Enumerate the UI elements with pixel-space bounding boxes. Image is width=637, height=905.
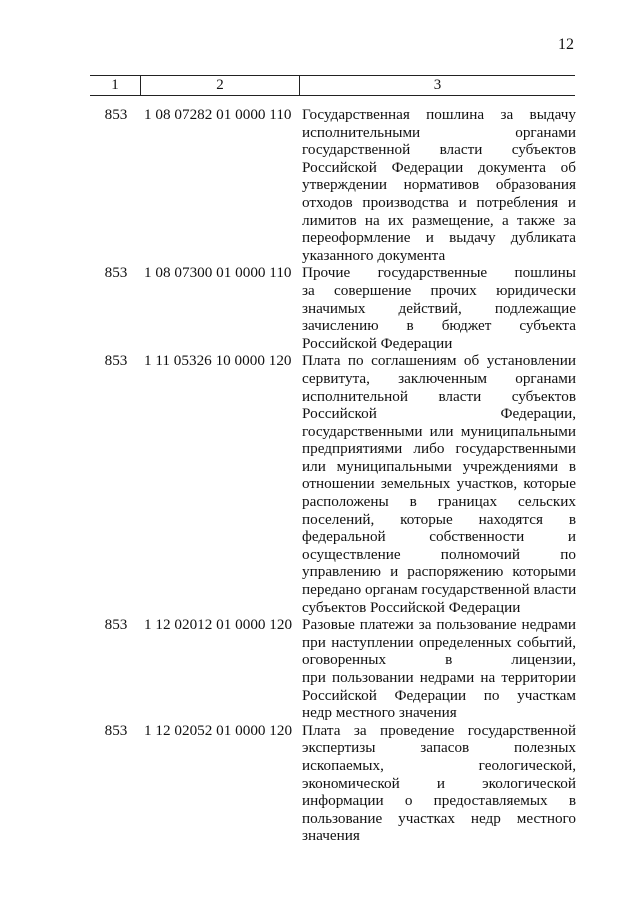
- admin-code-cell: 853: [104, 721, 128, 739]
- revenue-name-line: информации о предоставляемых в: [302, 792, 576, 810]
- kbk-code-cell: 1 12 02052 01 0000 120: [144, 721, 293, 739]
- revenue-name-line: Российской Федерации документа об: [302, 158, 576, 176]
- revenue-name-line: отношении земельных участков, которые: [302, 475, 576, 493]
- revenue-name-line: недр местного значения: [302, 704, 457, 722]
- revenue-name-line: экспертизы запасов полезных: [302, 739, 576, 757]
- revenue-name-line: отходов производства и потребления и: [302, 193, 576, 211]
- revenue-name-line: пользование участках недр местного: [302, 809, 576, 827]
- revenue-name-cell: [302, 722, 576, 845]
- revenue-name-cell: [302, 352, 576, 616]
- revenue-name-line: оговоренных в лицензии,: [302, 651, 576, 669]
- revenue-name-line: передано органам государственной власти: [302, 581, 576, 599]
- table-header: [90, 75, 575, 96]
- revenue-name-line: государственными или муниципальными: [302, 422, 576, 440]
- revenue-name-line: Российской Федерации по участкам: [302, 686, 576, 704]
- column-header-3: 3: [433, 77, 442, 93]
- page-number: 12: [558, 36, 574, 53]
- table-row: [90, 264, 575, 352]
- revenue-name-line: значения: [302, 827, 360, 845]
- revenue-name-line: за совершение прочих юридически: [302, 281, 576, 299]
- kbk-code-cell: 1 08 07282 01 0000 110: [144, 106, 292, 123]
- admin-code-cell: 853: [104, 352, 128, 370]
- column-header-1: 1: [90, 76, 141, 95]
- revenue-name-line: зачислению в бюджет субъекта: [302, 317, 576, 335]
- table-body: [90, 106, 575, 845]
- revenue-name-line: Прочие государственные пошлины: [302, 264, 576, 282]
- revenue-name-line: значимых действий, подлежащие: [302, 299, 576, 317]
- table-row: [90, 616, 575, 722]
- revenue-name-line: Российской Федерации,: [302, 405, 576, 423]
- revenue-name-line: при наступлении определенных событий,: [302, 633, 576, 651]
- revenue-name-line: утверждении нормативов образования: [302, 176, 576, 194]
- revenue-name-line: государственной власти субъектов: [302, 141, 576, 159]
- revenue-name-line: сервитута, заключенным органами: [302, 369, 576, 387]
- admin-code-cell: 853: [104, 264, 128, 282]
- kbk-code-cell: 1 12 02012 01 0000 120: [144, 616, 293, 634]
- revenue-name-cell: [302, 264, 576, 352]
- revenue-name-line: ископаемых, геологической,: [302, 756, 576, 774]
- revenue-name-line: расположены в границах сельских: [302, 493, 576, 511]
- admin-code-cell: 853: [104, 106, 128, 123]
- revenue-name-line: при пользовании недрами на территории: [302, 669, 576, 686]
- admin-code-cell: 853: [104, 616, 128, 634]
- column-header-2: 2: [141, 76, 300, 95]
- revenue-name-line: исполнительной власти субъектов: [302, 387, 576, 405]
- revenue-name-line: указанного документа: [302, 246, 446, 264]
- revenue-name-line: экономической и экологической: [302, 774, 576, 792]
- revenue-name-line: Разовые платежи за пользование недрами: [302, 616, 576, 634]
- table-row: [90, 352, 575, 616]
- revenue-name-line: или муниципальными учреждениями в: [302, 457, 576, 475]
- revenue-name-cell: [302, 616, 576, 722]
- revenue-name-line: Государственная пошлина за выдачу: [302, 106, 576, 123]
- revenue-name-line: предприятиями либо государственными: [302, 440, 576, 458]
- table-row: [90, 106, 575, 264]
- revenue-name-line: Плата за проведение государственной: [302, 721, 576, 739]
- kbk-code-cell: 1 08 07300 01 0000 110: [144, 264, 292, 282]
- revenue-name-line: поселений, которые находятся в: [302, 510, 576, 528]
- revenue-name-cell: [302, 106, 576, 264]
- revenue-name-line: управлению и распоряжению которыми: [302, 563, 576, 581]
- revenue-name-line: Плата по соглашениям об установлении: [302, 352, 576, 370]
- kbk-code-cell: 1 11 05326 10 0000 120: [144, 352, 292, 370]
- revenue-name-line: исполнительными органами: [302, 123, 576, 141]
- table-row: [90, 722, 575, 845]
- revenue-name-line: субъектов Российской Федерации: [302, 598, 521, 616]
- revenue-name-line: переоформление и выдачу дубликата: [302, 229, 576, 247]
- revenue-name-line: лимитов на их размещение, а также за: [302, 211, 576, 229]
- revenue-name-line: Российской Федерации: [302, 334, 453, 352]
- revenue-name-line: осуществление полномочий по: [302, 545, 576, 563]
- revenue-name-line: федеральной собственности и: [302, 528, 576, 546]
